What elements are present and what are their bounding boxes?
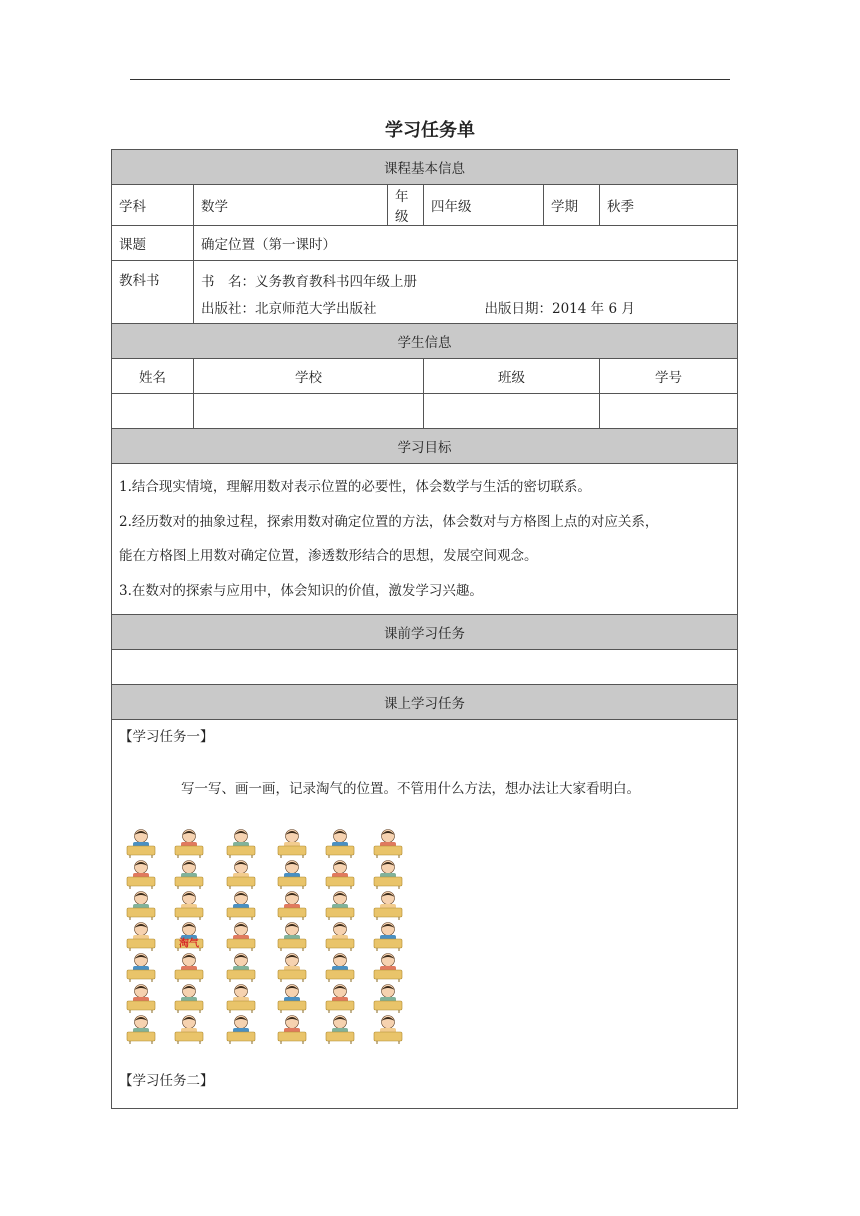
student-seat	[374, 923, 402, 952]
subject-value: 数学	[194, 185, 388, 226]
topic-value: 确定位置（第一课时）	[194, 226, 738, 261]
objectives-row	[112, 464, 738, 615]
topic-row	[112, 226, 738, 261]
student-seat	[278, 861, 306, 890]
objectives-content	[112, 464, 738, 615]
publisher-line	[201, 296, 730, 323]
student-seat	[127, 861, 155, 890]
header-rule	[130, 79, 730, 80]
student-seat	[326, 923, 354, 952]
student-seat	[227, 923, 255, 952]
student-seat	[326, 861, 354, 890]
student-seat	[227, 830, 255, 859]
student-seat	[127, 954, 155, 983]
course-info-title: 课程基本信息	[112, 150, 738, 185]
objectives-section-header	[112, 429, 738, 464]
student-id-header: 学号	[600, 359, 738, 394]
student-seat	[175, 954, 203, 983]
in-class-row	[112, 720, 738, 1109]
pub-date-prefix: 出版日期：	[484, 301, 552, 317]
pre-class-content[interactable]	[112, 650, 738, 685]
name-header: 姓名	[112, 359, 194, 394]
student-seat	[326, 1016, 354, 1045]
objective-item: 1.结合现实情境，理解用数对表示位置的必要性，体会数学与生活的密切联系。	[119, 479, 591, 495]
objective-item: 3.在数对的探索与应用中，体会知识的价值，激发学习兴趣。	[119, 582, 483, 599]
student-seat	[326, 954, 354, 983]
taoqi-seat-label: 淘气	[179, 938, 199, 950]
pre-class-row	[112, 650, 738, 685]
student-id-value[interactable]	[600, 394, 738, 429]
student-seat	[227, 892, 255, 921]
objectives-title: 学习目标	[112, 429, 738, 464]
school-value[interactable]	[194, 394, 424, 429]
subject-label: 学科	[112, 185, 194, 226]
student-seat	[127, 892, 155, 921]
student-seat	[278, 985, 306, 1014]
in-class-content	[112, 720, 738, 1109]
student-seat	[227, 954, 255, 983]
student-seat	[278, 923, 306, 952]
in-class-title: 课上学习任务	[112, 685, 738, 720]
student-seat	[326, 892, 354, 921]
book-name: 义务教育教科书四年级上册	[255, 274, 417, 290]
name-value[interactable]	[112, 394, 194, 429]
student-seat	[227, 861, 255, 890]
course-info-section-header	[112, 150, 738, 185]
student-info-headers	[112, 359, 738, 394]
student-seat	[175, 830, 203, 859]
student-seat	[175, 985, 203, 1014]
textbook-details	[194, 261, 738, 324]
grade-value: 四年级	[424, 185, 544, 226]
student-seat	[374, 830, 402, 859]
pre-class-section-header	[112, 615, 738, 650]
subject-row	[112, 185, 738, 226]
student-info-title: 学生信息	[112, 324, 738, 359]
publisher-prefix: 出版社：	[201, 301, 255, 317]
school-header: 学校	[194, 359, 424, 394]
student-seat	[374, 985, 402, 1014]
student-seat	[127, 923, 155, 952]
document-title: 学习任务单	[385, 120, 475, 141]
book-name-prefix: 书 名：	[201, 274, 255, 290]
student-seat	[326, 985, 354, 1014]
objective-item: 能在方格图上用数对确定位置，渗透数形结合的思想，发展空间观念。	[119, 548, 538, 564]
book-name-line	[201, 269, 730, 296]
class-value[interactable]	[424, 394, 600, 429]
objective-item: 2.经历数对的抽象过程，探索用数对确定位置的方法，体会数对与方格图上点的对应关系，	[119, 513, 659, 530]
topic-label: 课题	[112, 226, 194, 261]
student-seat	[374, 1016, 402, 1045]
student-seat	[374, 892, 402, 921]
student-seat	[278, 1016, 306, 1045]
pre-class-title: 课前学习任务	[112, 615, 738, 650]
student-seat	[278, 954, 306, 983]
student-seat	[175, 892, 203, 921]
class-header: 班级	[424, 359, 600, 394]
student-info-section-header	[112, 324, 738, 359]
task1-label: 【学习任务一】	[119, 729, 214, 745]
term-value: 秋季	[600, 185, 738, 226]
pub-date: 2014 年 6 月	[552, 301, 635, 317]
task2-label: 【学习任务二】	[119, 1073, 214, 1089]
classroom-seating-illustration	[123, 825, 413, 1055]
term-label: 学期	[544, 185, 600, 226]
student-seat	[127, 830, 155, 859]
student-info-values	[112, 394, 738, 429]
student-seat	[127, 985, 155, 1014]
student-seat	[175, 861, 203, 890]
grade-label: 年级	[388, 185, 424, 226]
student-seat	[127, 1016, 155, 1045]
student-seat	[175, 1016, 203, 1045]
student-seat	[374, 954, 402, 983]
task-sheet-table	[111, 149, 738, 1109]
student-seat	[374, 861, 402, 890]
student-seat	[227, 985, 255, 1014]
textbook-row	[112, 261, 738, 324]
publisher-name: 北京师范大学出版社	[255, 301, 377, 317]
student-seat	[278, 892, 306, 921]
student-seat	[326, 830, 354, 859]
student-seat	[175, 923, 203, 952]
in-class-section-header	[112, 685, 738, 720]
task1-instruction: 写一写、画一画，记录淘气的位置。不管用什么方法，想办法让大家看明白。	[181, 781, 640, 797]
student-seat	[227, 1016, 255, 1045]
student-seat	[278, 830, 306, 859]
textbook-label: 教科书	[112, 261, 194, 324]
